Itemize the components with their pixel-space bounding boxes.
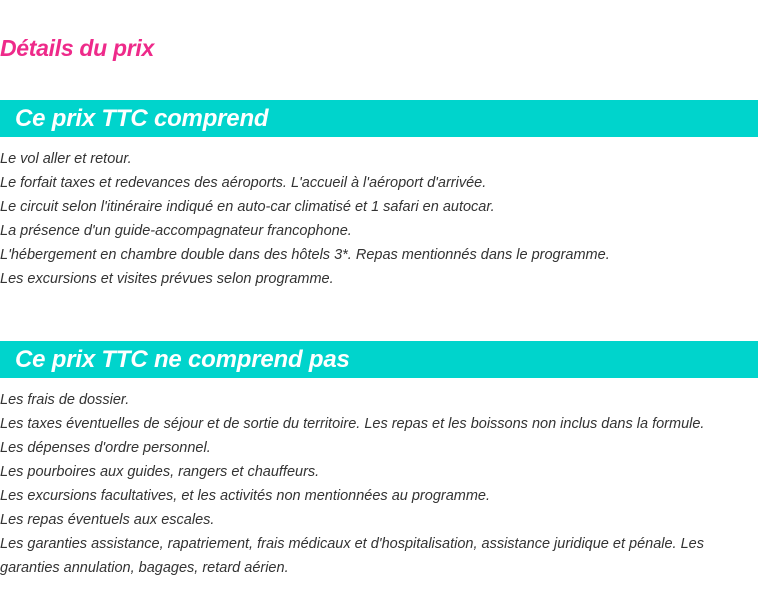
section-heading-excluded: Ce prix TTC ne comprend pas (0, 341, 758, 378)
list-item: La présence d'un guide-accompagnateur francophone. (0, 223, 352, 239)
list-item: Les frais de dossier. (0, 392, 130, 408)
excluded-list (0, 388, 758, 580)
list-item: Les taxes éventuelles de séjour et de sortie du territoire. Les repas et les boissons non inclus dans la formule. (0, 416, 705, 432)
list-item: Le vol aller et retour. (0, 151, 132, 167)
list-item: Le forfait taxes et redevances des aéroports. L'accueil à l'aéroport d'arrivée. (0, 175, 487, 191)
list-item: Les repas éventuels aux escales. (0, 512, 215, 528)
included-list (0, 147, 758, 291)
list-item: Les garanties assistance, rapatriement, frais médicaux et d'hospitalisation, assistance juridique et pénale. Les garanties annulation, bagages, retard aérien. (0, 536, 704, 576)
list-item: Les excursions facultatives, et les activités non mentionnées au programme. (0, 488, 491, 504)
list-item: Les pourboires aux guides, rangers et chauffeurs. (0, 464, 320, 480)
list-item: L'hébergement en chambre double dans des hôtels 3*. Repas mentionnés dans le programme. (0, 247, 610, 263)
page-title: Détails du prix (0, 35, 154, 62)
list-item: Le circuit selon l'itinéraire indiqué en auto-car climatisé et 1 safari en autocar. (0, 199, 495, 215)
list-item: Les excursions et visites prévues selon programme. (0, 271, 334, 287)
list-item: Les dépenses d'ordre personnel. (0, 440, 211, 456)
section-heading-included: Ce prix TTC comprend (0, 100, 758, 137)
